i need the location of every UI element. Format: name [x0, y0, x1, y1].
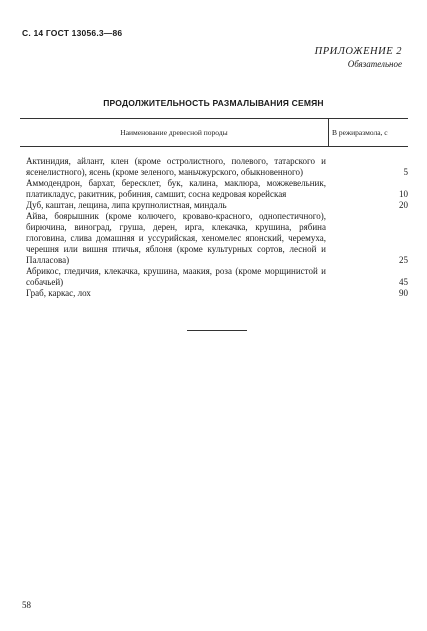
duration-value: 10	[399, 189, 408, 199]
table-row	[20, 288, 408, 299]
species-name: Дуб, каштан, лещина, липа крупнолистная, миндаль	[26, 200, 227, 210]
page-number: 58	[22, 600, 31, 610]
table-body	[20, 147, 408, 299]
closing-rule	[187, 330, 247, 331]
table-row	[20, 156, 408, 178]
duration-value: 90	[399, 288, 408, 298]
species-name: Аммодендрон, бархат, бересклет, бук, калина, маклюра, можжевельник, платикладус, ракитник, робиния, самшит, сосна кедровая корейская	[26, 178, 326, 199]
page-header: С. 14 ГОСТ 13056.3—86	[22, 28, 123, 38]
table-row	[20, 200, 408, 211]
duration-value: 20	[399, 200, 408, 210]
table-header	[20, 118, 408, 147]
species-name: Граб, каркас, лох	[26, 288, 91, 298]
document-title: ПРОДОЛЖИТЕЛЬНОСТЬ РАЗМАЛЫВАНИЯ СЕМЯН	[103, 98, 324, 108]
table-row	[20, 266, 408, 288]
duration-value: 45	[399, 277, 408, 287]
appendix-title: ПРИЛОЖЕНИЕ 2	[314, 46, 402, 57]
species-name: Актинидия, айлант, клен (кроме остролистного, полевого, татарского и ясенелистного), ясень (кроме зеленого, маньчжурского, обыкновенного)	[26, 156, 326, 177]
table-row	[20, 211, 408, 266]
column-header-species: Наименование древесной породы	[120, 128, 228, 137]
appendix-subtitle: Обязательное	[347, 59, 402, 69]
grinding-duration-table	[20, 118, 408, 299]
column-header-duration: В режиразмола, с	[332, 128, 388, 137]
appendix-block	[315, 46, 402, 70]
duration-value: 5	[403, 167, 408, 177]
species-name: Абрикос, гледичия, клекачка, крушина, маакия, роза (кроме морщинистой и собачьей)	[26, 266, 326, 287]
column-divider	[328, 119, 329, 146]
table-row	[20, 178, 408, 200]
duration-value: 25	[399, 255, 408, 265]
species-name: Айва, боярышник (кроме колючего, кроваво-красного, однопестичного), бирючина, виноград, груша, дерен, ирга, клекачка, крушина, рябина глоговина, слива домашняя и уссурийская, хеномелес японский, черемуха, черешня или вишня птичья, яблоня (кроме культурных сортов, лесной и Палласова)	[26, 211, 326, 265]
